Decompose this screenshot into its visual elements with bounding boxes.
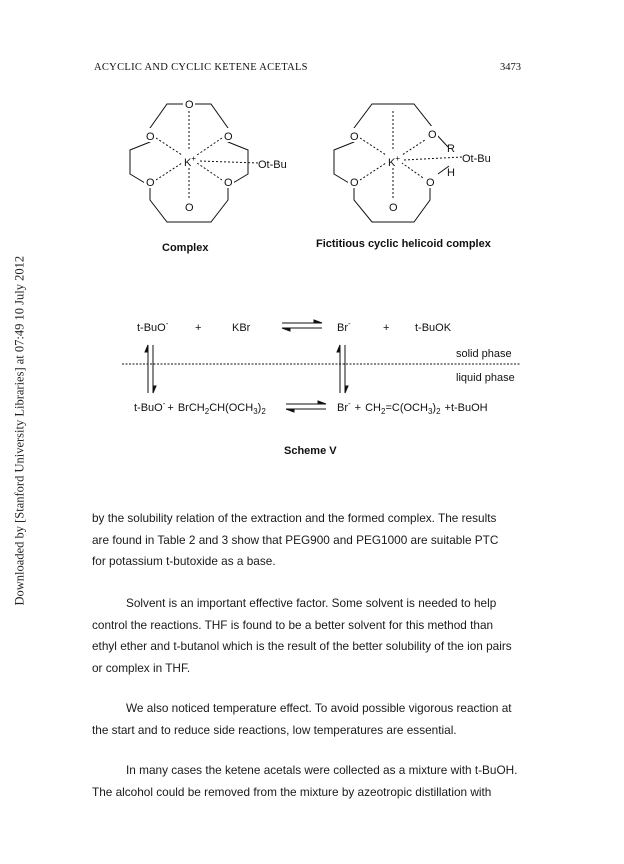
equilibrium-arrow-top [282, 320, 322, 331]
solid-phase-label: solid phase [456, 348, 512, 360]
liquid-phase-label: liquid phase [456, 372, 515, 384]
h-atom-label: H [447, 167, 455, 179]
scheme-t-buok: t-BuOK [415, 322, 452, 334]
text-line: ethyl ether and t-butanol which is the result of the better solubility of the ion pairs [92, 639, 512, 653]
potassium-ion-right: K+ [388, 154, 401, 169]
text-line: are found in Table 2 and 3 show that PEG900 and PEG1000 are suitable PTC [92, 532, 499, 547]
paragraph-1 [92, 508, 529, 573]
crown-oxygen-labels-right [348, 126, 491, 214]
paragraph-3 [92, 698, 529, 741]
oxygen-bottom: O [185, 202, 194, 214]
oxygen-bottom-r: O [389, 202, 398, 214]
oxygen-lower-left-r: O [350, 177, 359, 189]
crown-ring-right [334, 104, 433, 222]
text-line: the start and to reduce side reactions, low temperatures are essential. [92, 722, 457, 737]
crown-oxygen-labels-left [144, 95, 287, 214]
text-line: In many cases the ketene acetals were collected as a mixture with t-BuOH. [126, 763, 518, 777]
scheme-row2-right: $Br^- + CH_2=C(OCH_3)_2$ +t-BuOH [337, 399, 488, 416]
oxygen-lower-right-r: O [426, 177, 435, 189]
oxygen-upper-right: O [224, 131, 233, 143]
scheme-kbr: KBr [232, 322, 251, 334]
scheme-plus-2: + [383, 322, 390, 334]
tert-butoxide-right: Ot-Bu [462, 153, 491, 165]
page-number: 3473 [500, 62, 521, 73]
scheme-caption: Scheme V [284, 445, 337, 457]
text-line: for potassium t-butoxide as a base. [92, 554, 276, 568]
tert-butoxide-left: Ot-Bu [258, 159, 287, 171]
oxygen-top: O [185, 99, 194, 111]
text-line: control the reactions. THF is found to be a better solvent for this method than [92, 617, 494, 632]
scheme-row2-left: $t-BuO^- + BrCH_2CH(OCH_3)_2$ [134, 399, 266, 416]
scheme-plus-1: + [195, 322, 202, 334]
oxygen-upper-left: O [146, 131, 155, 143]
caption-complex: Complex [162, 242, 209, 254]
caption-helicoid: Fictitious cyclic helicoid complex [316, 238, 491, 250]
oxygen-upper-right-r: O [428, 129, 437, 141]
text-line: The alcohol could be removed from the mixture by azeotropic distillation with [92, 784, 492, 799]
oxygen-lower-right: O [224, 177, 233, 189]
text-line: We also noticed temperature effect. To avoid possible vigorous reaction at [126, 701, 512, 715]
scheme-row-2 [134, 399, 488, 416]
equilibrium-arrow-bottom [286, 401, 326, 412]
text-line: or complex in THF. [92, 660, 191, 675]
scheme-row-1 [137, 319, 452, 334]
paragraph-4 [92, 760, 529, 803]
text-line: by the solubility relation of the extraction and the formed complex. The results [92, 511, 497, 525]
running-header-title: ACYCLIC AND CYCLIC KETENE ACETALS [94, 62, 308, 73]
scheme-br-anion: Br- [337, 319, 351, 334]
oxygen-upper-left-r: O [350, 131, 359, 143]
text-line: Solvent is an important effective factor. Some solvent is needed to help [126, 596, 497, 610]
oxygen-lower-left: O [146, 177, 155, 189]
scheme-t-buo-anion: t-BuO- [137, 319, 169, 334]
r-group-label: R [447, 143, 455, 155]
download-watermark: Downloaded by [Stanford University Libraries] at 07:49 10 July 2012 [12, 255, 27, 606]
potassium-ion-left: K+ [184, 154, 197, 169]
paragraph-2 [92, 593, 529, 679]
